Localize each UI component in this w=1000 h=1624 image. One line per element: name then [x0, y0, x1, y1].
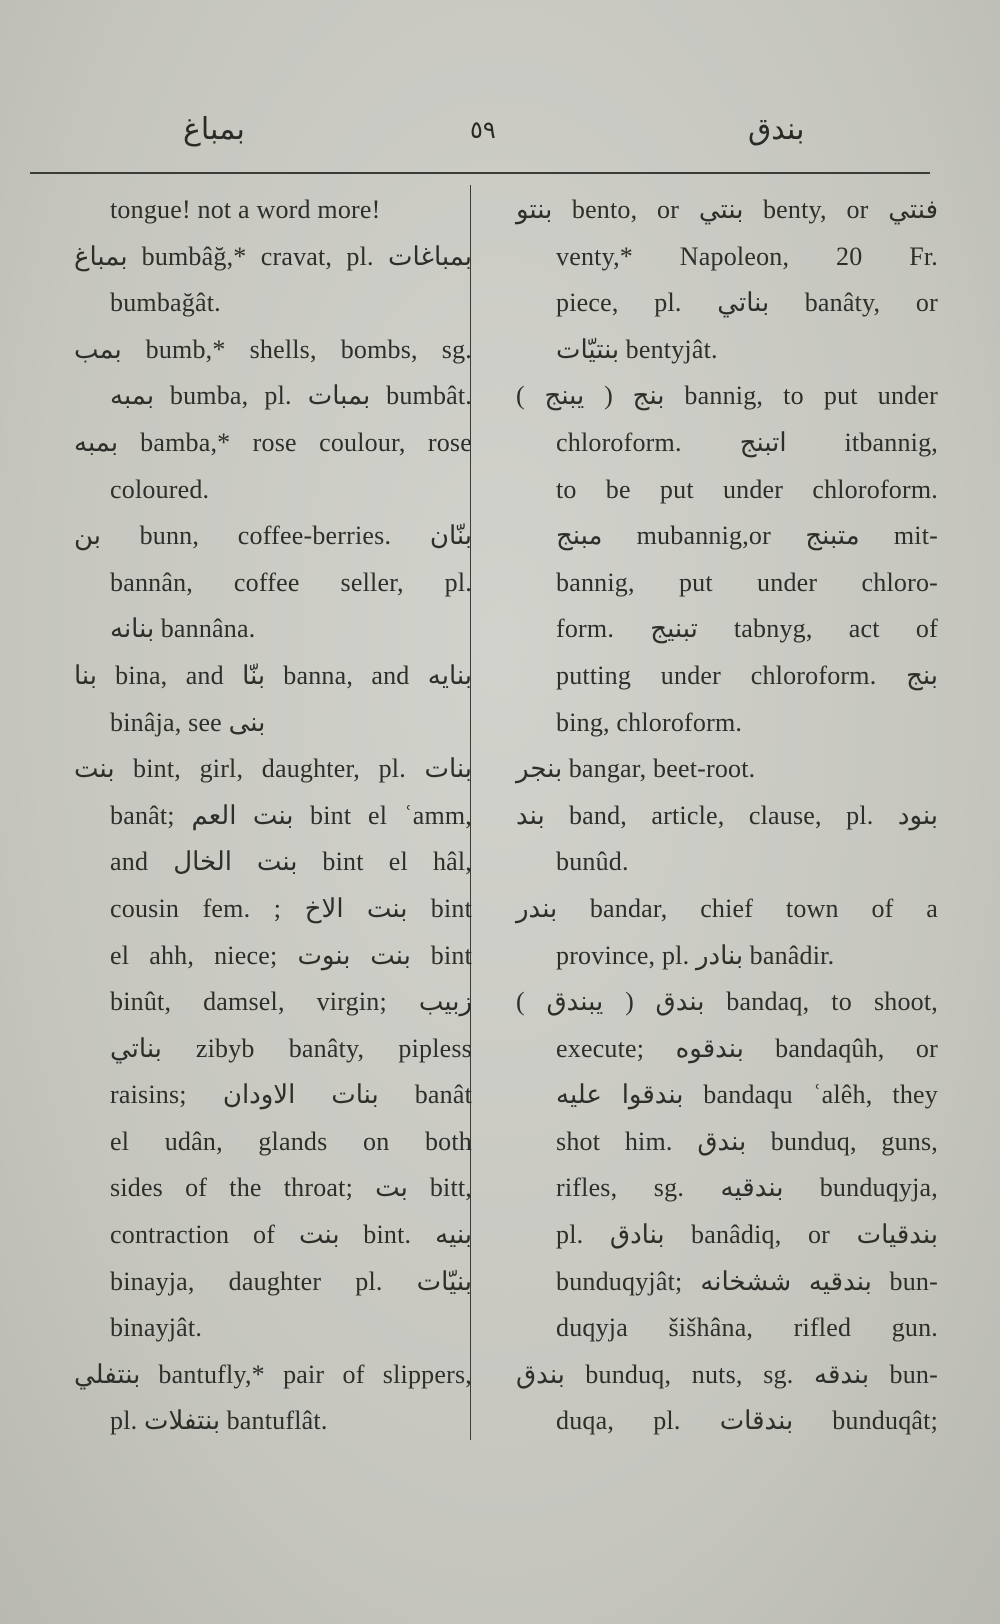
header-right-word: بندق: [748, 112, 805, 147]
text-line: binût, damsel, virgin; زبيب: [110, 987, 472, 1017]
text-line: بن bunn, coffee-berries. بنّان: [74, 521, 472, 551]
text-line: بنتو bento, or بنتي benty, or فنتي: [516, 195, 939, 224]
text-line: مبنج mubannig,or متبنج mit-: [556, 521, 938, 551]
text-line: execute; بندقوه bandaqûh, or: [556, 1033, 938, 1063]
text-line: بند band, article, clause, pl. بنود: [516, 800, 938, 830]
page-number: ٥٩: [470, 116, 496, 144]
text-line: بمبه bamba,* rose coulour, rose: [74, 427, 472, 457]
text-line: بنج ( يبنج ) bannig, to put under: [516, 381, 938, 411]
text-line: بناتي zibyb banâty, pipless: [110, 1033, 472, 1063]
text-line: duqa, pl. بندقات bunduqât;: [556, 1406, 938, 1436]
text-line: piece, pl. بناتي banâty, or: [556, 288, 938, 318]
text-line: binayjât.: [110, 1313, 203, 1343]
text-line: binâja, see بنى: [110, 707, 266, 737]
text-line: putting under chloroform. بنج: [556, 660, 938, 690]
text-line: coloured.: [110, 474, 210, 504]
text-line: sides of the throat; بت bitt,: [110, 1173, 473, 1203]
text-line: بندقوا عليه bandaqu ʿalêh, they: [556, 1080, 938, 1110]
text-line: pl. بنادق banâdiq, or بندقيات: [556, 1220, 938, 1250]
text-line: el ahh, niece; بنت بنوت bint: [110, 940, 473, 970]
header-left-word: بمباغ: [183, 112, 245, 147]
right-column: [516, 187, 939, 1445]
text-line: بمب bumb,* shells, bombs, sg.: [74, 334, 472, 364]
text-line: venty,* Napoleon, 20 Fr.: [556, 241, 938, 271]
text-line: بنت bint, girl, daughter, pl. بنات: [74, 754, 472, 784]
text-line: banât; بنت العم bint el ʿamm,: [110, 800, 472, 830]
text-line: duqyja šišhâna, rifled gun.: [556, 1313, 938, 1343]
text-line: el udân, glands on both: [110, 1126, 472, 1156]
text-line: بنتيّات bentyjât.: [556, 334, 718, 364]
text-line: بمباغ bumbâğ,* cravat, pl. بمباغات: [74, 241, 472, 271]
text-line: bing, chloroform.: [556, 707, 743, 737]
text-line: bunûd.: [556, 847, 629, 877]
text-line: contraction of بنت bint. بنيه: [110, 1220, 472, 1250]
left-column: [74, 187, 473, 1445]
text-line: shot him. بندق bunduq, guns,: [556, 1126, 938, 1156]
text-line: بنانه bannâna.: [110, 614, 256, 644]
text-line: cousin fem. ; بنت الاخ bint: [110, 893, 473, 923]
text-line: form. تبنيج tabnyg, act of: [556, 614, 938, 644]
header-rule: [30, 172, 930, 174]
text-line: bunduqyjât; بندقيه ششخانه bun-: [556, 1266, 938, 1296]
text-line: bumbağât.: [110, 288, 221, 318]
text-line: raisins; بنات الاودان banât: [110, 1080, 473, 1110]
text-line: bannân, coffee seller, pl.: [110, 567, 472, 597]
text-line: tongue! not a word more!: [110, 195, 381, 224]
text-line: بندق ( يبندق ) bandaq, to shoot,: [516, 987, 939, 1017]
text-line: بنجر bangar, beet-root.: [516, 754, 756, 784]
text-line: pl. بنتفلات bantuflât.: [110, 1406, 328, 1436]
text-line: بنا bina, and بنّا banna, and بنايه: [74, 660, 472, 690]
text-line: province, pl. بنادر banâdir.: [556, 940, 835, 970]
text-line: binayja, daughter pl. بنيّات: [110, 1266, 472, 1296]
text-line: chloroform. اتبنج itbannig,: [556, 427, 938, 457]
text-line: بنتفلي bantufly,* pair of slippers,: [74, 1359, 472, 1389]
text-line: بندر bandar, chief town of a: [516, 893, 938, 923]
text-line: بمبه bumba, pl. بمبات bumbât.: [110, 381, 473, 411]
text-line: rifles, sg. بندقيه bunduqyja,: [556, 1173, 938, 1203]
text-line: bannig, put under chloro-: [556, 567, 938, 597]
text-line: to be put under chloroform.: [556, 474, 938, 504]
text-line: and بنت الخال bint el hâl,: [110, 847, 473, 877]
text-line: بندق bunduq, nuts, sg. بندقه bun-: [516, 1359, 938, 1389]
